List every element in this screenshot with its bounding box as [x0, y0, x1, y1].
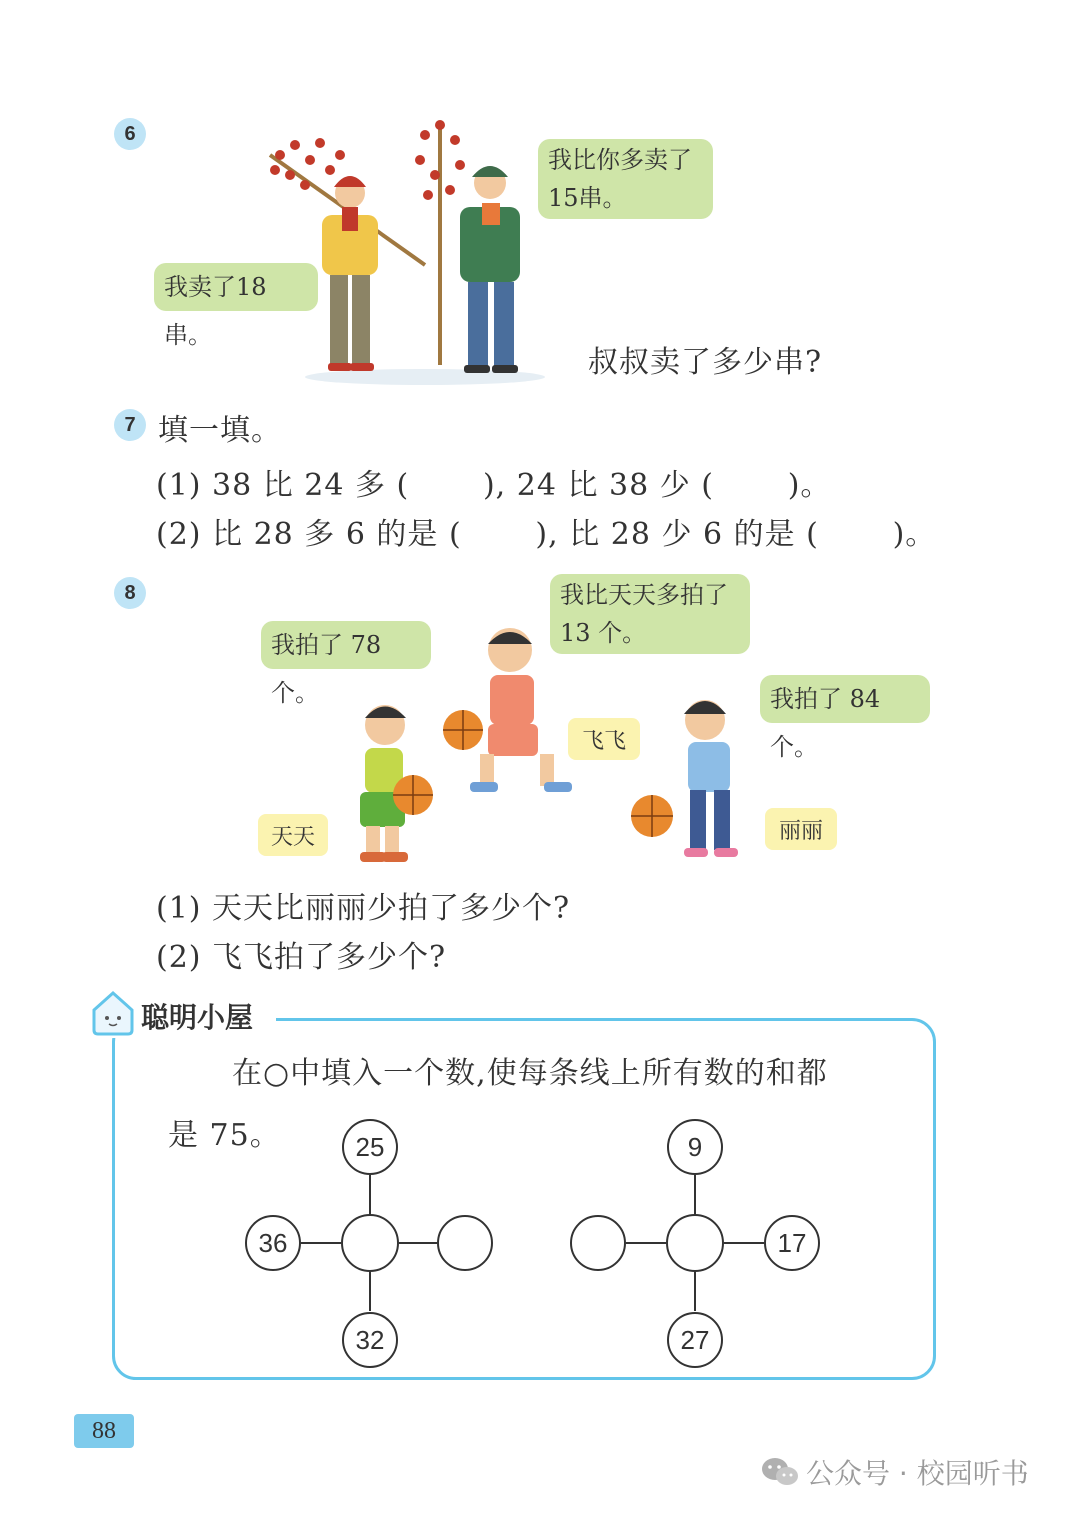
problem-7-badge: 7 — [114, 409, 146, 441]
house-icon — [88, 990, 138, 1036]
left-bottom-number: 32 — [355, 1325, 385, 1355]
problem-6-badge: 6 — [114, 118, 146, 150]
left-top-number: 25 — [355, 1132, 385, 1162]
name-tag-lili: 丽丽 — [765, 808, 837, 850]
speech-bubble-uncle-line1: 我比你多卖了 — [548, 146, 692, 174]
right-cross-puzzle — [565, 1115, 825, 1373]
speech-bubble-uncle-line2: 15串。 — [548, 184, 627, 212]
candied-haws-vendors-illustration — [250, 115, 550, 390]
watermark — [760, 1452, 1029, 1492]
wechat-icon — [760, 1455, 800, 1489]
speech-bubble-feifei-line1: 我比天天多拍了 — [560, 581, 728, 609]
speech-bubble-boy: 我卖了18串。 — [154, 263, 318, 311]
speech-bubble-lili: 我拍了 84 个。 — [760, 675, 930, 723]
speech-bubble-tiantian: 我拍了 78 个。 — [261, 621, 431, 669]
right-left-circle-blank[interactable] — [571, 1216, 625, 1270]
problem-8-badge: 8 — [114, 577, 146, 609]
page-number: 88 — [74, 1414, 134, 1448]
problem-7-item-2: (2) 比 28 多 6 的是 ( ), 比 28 少 6 的是 ( )。 — [156, 517, 937, 552]
left-left-number: 36 — [258, 1228, 288, 1258]
right-right-number: 17 — [777, 1228, 807, 1258]
left-right-circle-blank[interactable] — [438, 1216, 492, 1270]
left-cross-puzzle — [240, 1115, 500, 1373]
name-tag-feifei: 飞飞 — [568, 718, 640, 760]
watermark-text: 公众号 · 校园听书 — [806, 1457, 1029, 1490]
problem-6-question: 叔叔卖了多少串? — [588, 345, 823, 380]
right-bottom-number: 27 — [680, 1325, 710, 1355]
clever-house-title: 聪明小屋 — [141, 1001, 254, 1034]
clever-house-header — [86, 990, 276, 1038]
left-center-circle-blank[interactable] — [342, 1215, 398, 1271]
speech-bubble-uncle — [538, 139, 713, 219]
problem-8-question-2: (2) 飞飞拍了多少个? — [156, 940, 447, 975]
right-top-number: 9 — [687, 1132, 703, 1162]
children-basketball-illustration — [330, 620, 770, 875]
problem-7-title: 填一填。 — [158, 413, 282, 448]
name-tag-tiantian: 天天 — [258, 814, 328, 856]
problem-8-question-1: (1) 天天比丽丽少拍了多少个? — [156, 891, 571, 926]
speech-bubble-feifei-line2: 13 个。 — [560, 619, 647, 647]
right-center-circle-blank[interactable] — [667, 1215, 723, 1271]
clever-house-instruction-line1: 在○中填入一个数,使每条线上所有数的和都 — [232, 1056, 828, 1091]
clever-house-instruction-line2: 是 75。 — [168, 1118, 281, 1153]
problem-7-item-1: (1) 38 比 24 多 ( ), 24 比 38 少 ( )。 — [156, 468, 832, 503]
